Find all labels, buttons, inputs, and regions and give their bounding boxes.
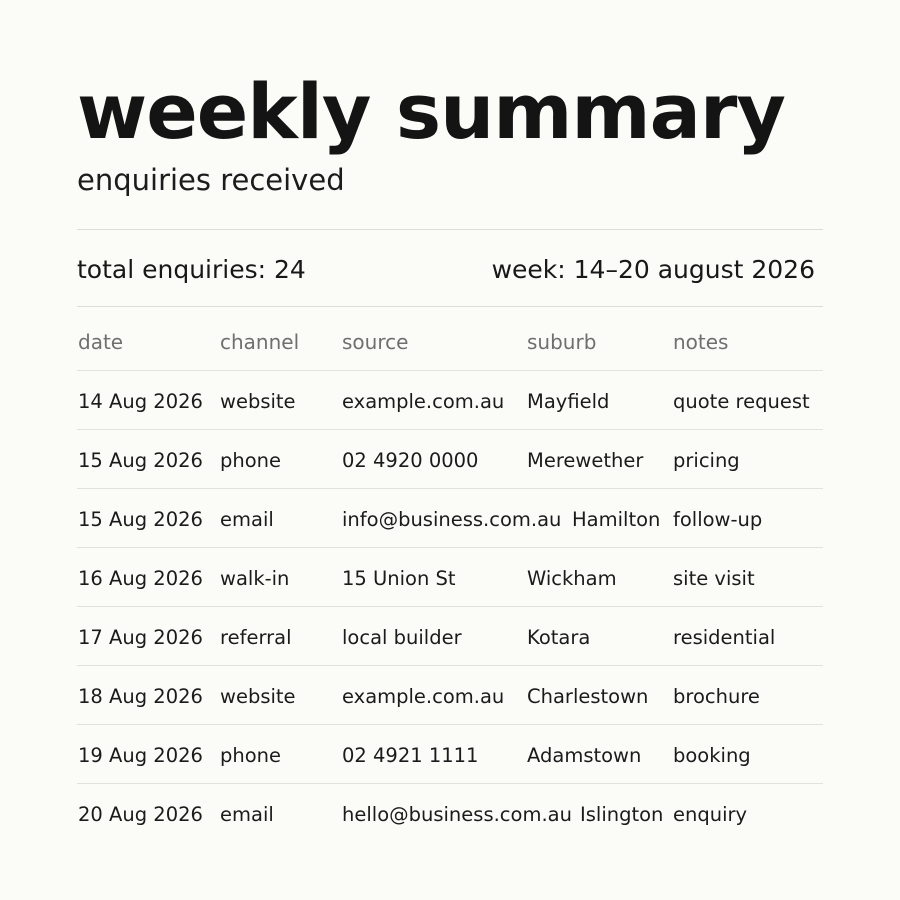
table-header-row: [77, 322, 823, 370]
cell-date: 18 Aug 2026: [78, 685, 203, 708]
table-row: [77, 488, 823, 547]
cell-source: example.com.au: [342, 390, 505, 413]
summary-bar: [77, 250, 815, 290]
cell-source: 15 Union St: [342, 567, 456, 590]
cell-source: local builder: [342, 626, 462, 649]
cell-notes: follow-up: [673, 508, 763, 531]
cell-suburb: Merewether: [527, 449, 644, 472]
cell-suburb: Kotara: [527, 626, 591, 649]
column-header-source: source: [342, 330, 409, 354]
cell-suburb: Mayfield: [527, 390, 610, 413]
cell-date: 19 Aug 2026: [78, 744, 203, 767]
cell-channel: website: [220, 685, 296, 708]
cell-suburb: Wickham: [527, 567, 617, 590]
cell-suburb: Charlestown: [527, 685, 649, 708]
cell-notes: site visit: [673, 567, 755, 590]
table-row: [77, 665, 823, 724]
column-header-channel: channel: [220, 330, 300, 354]
cell-source: 02 4921 1111: [342, 744, 479, 767]
cell-notes: residential: [673, 626, 776, 649]
table-row: [77, 606, 823, 665]
column-header-date: date: [78, 330, 124, 354]
table-row: [77, 370, 823, 429]
column-header-suburb: suburb: [527, 330, 597, 354]
cell-channel: walk-in: [220, 567, 290, 590]
week-label: week:: [491, 255, 566, 284]
cell-suburb: Hamilton: [572, 508, 661, 531]
cell-channel: email: [220, 508, 274, 531]
cell-source: info@business.com.au: [342, 508, 562, 531]
total-enquiries-value: 24: [274, 255, 306, 284]
cell-channel: phone: [220, 449, 282, 472]
cell-date: 14 Aug 2026: [78, 390, 203, 413]
cell-channel: email: [220, 803, 274, 826]
cell-suburb: Adamstown: [527, 744, 642, 767]
header-divider: [77, 229, 823, 230]
table-row: [77, 429, 823, 488]
enquiries-table: [77, 322, 823, 842]
table-row: [77, 783, 823, 842]
cell-notes: enquiry: [673, 803, 748, 826]
cell-source: hello@business.com.au: [342, 803, 572, 826]
cell-channel: website: [220, 390, 296, 413]
cell-notes: quote request: [673, 390, 810, 413]
cell-date: 15 Aug 2026: [78, 449, 203, 472]
cell-channel: referral: [220, 626, 292, 649]
column-header-notes: notes: [673, 330, 729, 354]
cell-date: 20 Aug 2026: [78, 803, 203, 826]
total-enquiries: [77, 250, 306, 290]
cell-notes: booking: [673, 744, 751, 767]
cell-date: 16 Aug 2026: [78, 567, 203, 590]
table-row: [77, 547, 823, 606]
total-enquiries-label: total enquiries:: [77, 255, 267, 284]
cell-source: example.com.au: [342, 685, 505, 708]
page-subtitle: enquiries received: [77, 163, 345, 197]
page-title: weekly summary: [77, 67, 785, 156]
cell-notes: pricing: [673, 449, 740, 472]
cell-date: 17 Aug 2026: [78, 626, 203, 649]
cell-date: 15 Aug 2026: [78, 508, 203, 531]
cell-notes: brochure: [673, 685, 760, 708]
cell-channel: phone: [220, 744, 282, 767]
summary-divider: [77, 306, 823, 307]
week-range: [492, 250, 815, 290]
cell-source: 02 4920 0000: [342, 449, 479, 472]
cell-suburb: Islington: [580, 803, 664, 826]
week-value: 14–20 august 2026: [573, 255, 815, 284]
table-row: [77, 724, 823, 783]
